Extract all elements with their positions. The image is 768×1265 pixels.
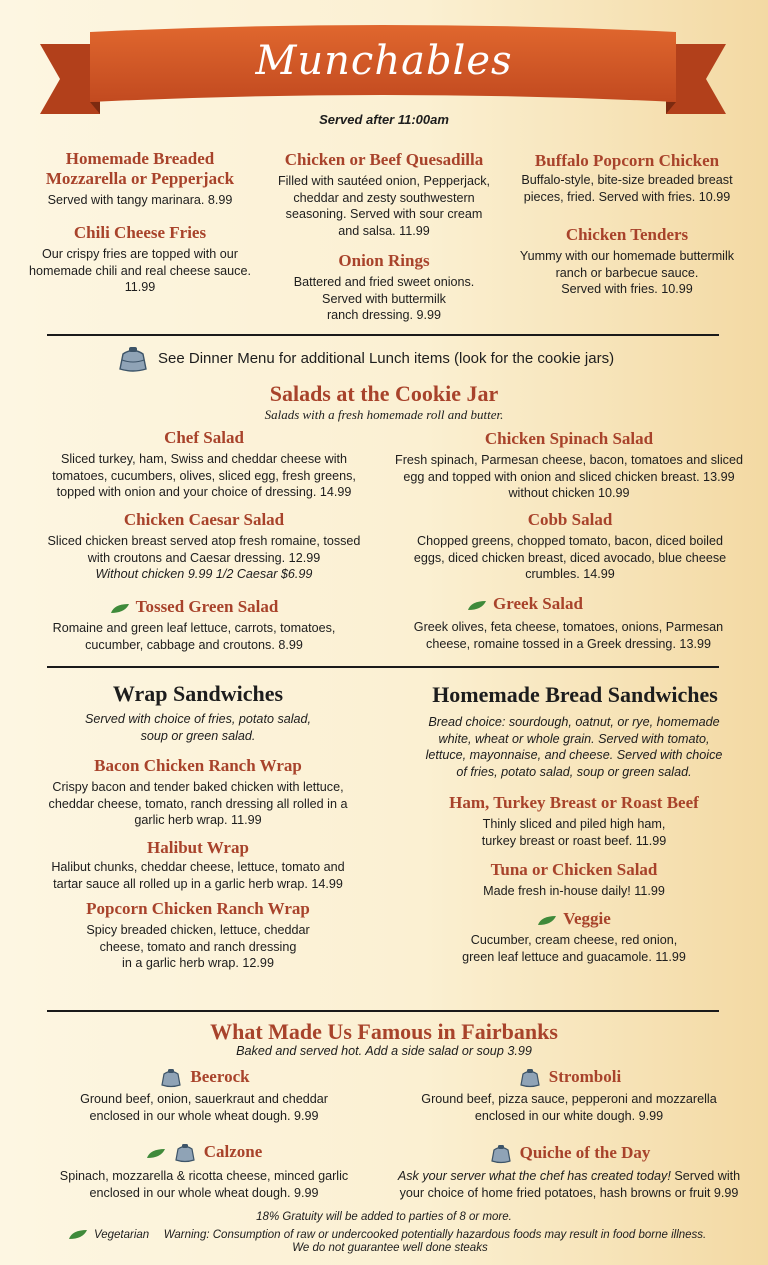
item-beerock: [24, 1067, 384, 1124]
vegetarian-leaf-icon: [68, 1229, 88, 1240]
item-bacon-wrap: [18, 756, 378, 829]
item-title: Popcorn Chicken Ranch Wrap: [86, 899, 310, 918]
cookie-jar-icon: [114, 345, 152, 373]
item-desc: Greek olives, feta cheese, tomatoes, onions, Parmesan: [413, 620, 724, 634]
item-tenders: [505, 225, 749, 298]
vegetarian-label: Vegetarian: [94, 1229, 150, 1241]
item-desc: eggs, diced chicken breast, diced avocado, blue cheese: [413, 550, 727, 565]
item-title: Chili Cheese Fries: [73, 223, 207, 242]
item-desc: Ground beef, onion, sauerkraut and cheddar: [80, 1092, 328, 1107]
item-tuna-sandwich: [394, 860, 754, 900]
banner-title: Munchables: [255, 38, 513, 84]
cookie-jar-icon: [158, 1068, 184, 1088]
wraps-heading: Wrap Sandwiches: [112, 681, 284, 706]
vegetarian-leaf-icon: [467, 600, 487, 611]
item-desc: Romaine and green leaf lettuce, carrots, tomatoes,: [52, 621, 336, 635]
salads-heading: Salads at the Cookie Jar: [269, 381, 499, 406]
item-title-row: [394, 909, 754, 929]
subtitle-line: of fries, potato salad, soup or green salad.: [456, 764, 692, 779]
subtitle-line: lettuce, mayonnaise, and cheese. Served with choice: [425, 748, 723, 762]
dinner-note: [114, 344, 714, 374]
item-desc: pieces, fried. Served with fries. 10.99: [523, 189, 731, 204]
item-title: Stromboli: [548, 1067, 622, 1086]
item-title: Ham, Turkey Breast or Roast Beef: [449, 793, 699, 812]
item-title: Mozzarella or Pepperjack: [45, 169, 235, 188]
served-after: Served after 11:00am: [319, 112, 449, 127]
item-veggie-sandwich: [394, 909, 754, 965]
item-halibut-wrap: [18, 838, 378, 892]
item-desc: Cucumber, cream cheese, red onion,: [470, 933, 678, 947]
item-title: Bacon Chicken Ranch Wrap: [94, 756, 302, 775]
item-title: Onion Rings: [338, 251, 430, 270]
vegetarian-leaf-icon: [110, 603, 130, 614]
item-desc: garlic herb wrap. 11.99: [134, 813, 262, 827]
warning-line: Warning: Consumption of raw or undercooked potentially hazardous foods may result in food borne illness.: [163, 1229, 707, 1241]
item-chili-fries: [14, 223, 266, 296]
vegetarian-leaf-icon: [537, 915, 557, 926]
cookie-jar-icon: [517, 1068, 543, 1088]
wraps-subtitle: [48, 711, 348, 744]
item-title: Tossed Green Salad: [135, 597, 279, 616]
item-desc: Without chicken 9.99 1/2 Caesar $6.99: [95, 567, 313, 581]
item-title: Greek Salad: [493, 594, 583, 613]
item-desc: 11.99: [124, 280, 156, 294]
item-desc: with croutons and Caesar dressing. 12.99: [87, 550, 321, 565]
item-desc: and salsa. 11.99: [338, 223, 430, 238]
item-title: Quiche of the Day: [519, 1143, 651, 1162]
item-desc: Crispy bacon and tender baked chicken with lettuce,: [52, 780, 344, 794]
cookie-jar-icon: [172, 1143, 198, 1163]
item-desc: Our crispy fries are topped with our: [42, 247, 238, 261]
item-desc: your choice of home fried potatoes, hash browns or fruit 9.99: [399, 1185, 739, 1200]
item-desc: homemade chili and real cheese sauce.: [29, 263, 251, 278]
item-tossed-salad: [14, 597, 374, 653]
item-spinach-salad: [384, 429, 754, 502]
item-onion-rings: [262, 251, 506, 324]
item-title: Chicken or Beef Quesadilla: [284, 150, 484, 169]
bread-subtitle: [394, 714, 754, 780]
item-desc: turkey breast or roast beef. 11.99: [481, 833, 667, 848]
vegetarian-leaf-icon: [146, 1148, 166, 1159]
item-desc: Made fresh in-house daily! 11.99: [483, 884, 665, 898]
item-title-row: [400, 594, 650, 614]
famous-heading: What Made Us Famous in Fairbanks: [210, 1019, 558, 1044]
divider: [47, 334, 719, 336]
item-desc: Fresh spinach, Parmesan cheese, bacon, tomatoes and sliced: [395, 453, 743, 467]
subtitle-line: soup or green salad.: [140, 728, 256, 743]
item-desc: cheddar cheese, tomato, ranch dressing all rolled in a: [48, 796, 348, 811]
item-popcorn-chicken: [505, 151, 749, 205]
item-title-row: [24, 1142, 384, 1163]
item-desc: Served with tangy marinara. 8.99: [47, 193, 233, 207]
item-desc: green leaf lettuce and guacamole. 11.99: [462, 949, 686, 964]
item-title: Tuna or Chicken Salad: [490, 860, 658, 879]
item-desc: enclosed in our whole wheat dough. 9.99: [89, 1185, 319, 1200]
item-mozzarella: [24, 149, 256, 209]
item-desc: Halibut chunks, cheddar cheese, lettuce, tomato and: [51, 860, 345, 874]
item-title: Chicken Caesar Salad: [123, 510, 285, 529]
item-desc: cheese, romaine tossed in a Greek dressing. 13.99: [426, 636, 711, 651]
item-desc: Served with: [670, 1169, 741, 1184]
item-quesadilla: [262, 150, 506, 239]
item-greek-salad: [400, 594, 768, 652]
divider: [47, 1010, 719, 1012]
item-desc: Sliced chicken breast served atop fresh romaine, tossed: [47, 534, 361, 548]
item-desc: tartar sauce all rolled up in a garlic herb wrap. 14.99: [53, 876, 343, 891]
item-ham-sandwich: [394, 793, 754, 849]
item-desc: crumbles. 14.99: [525, 567, 615, 581]
item-title: Cobb Salad: [527, 510, 613, 529]
item-desc: ranch or barbecue sauce.: [555, 265, 699, 280]
item-desc: Spicy breaded chicken, lettuce, cheddar: [86, 923, 310, 937]
item-desc: Yummy with our homemade buttermilk: [519, 249, 735, 263]
item-title: Chicken Spinach Salad: [484, 429, 654, 448]
item-title-row: [380, 1143, 758, 1164]
item-desc: Ask your server what the chef has created today!: [397, 1169, 671, 1184]
item-popcorn-wrap: [18, 899, 378, 972]
item-title: Chicken Tenders: [565, 225, 689, 244]
divider: [47, 666, 719, 668]
cookie-jar-icon: [488, 1144, 514, 1164]
item-desc: cucumber, cabbage and croutons. 8.99: [85, 637, 303, 652]
item-title-row: [384, 1067, 754, 1088]
item-title-row: [24, 1067, 384, 1088]
item-desc: Filled with sautéed onion, Pepperjack,: [277, 174, 491, 188]
bread-heading: Homemade Bread Sandwiches: [432, 682, 718, 707]
subtitle-line: Bread choice: sourdough, oatnut, or rye, homemade: [428, 715, 720, 729]
item-desc: Served with fries. 10.99: [561, 282, 693, 296]
item-title: Buffalo Popcorn Chicken: [534, 151, 720, 170]
item-desc: Sliced turkey, ham, Swiss and cheddar cheese with: [60, 452, 348, 466]
item-stromboli: [384, 1067, 754, 1124]
item-desc: enclosed in our white dough. 9.99: [474, 1108, 664, 1123]
item-title: Beerock: [190, 1067, 250, 1086]
subtitle-line: white, wheat or whole grain. Served with tomato,: [438, 731, 710, 746]
warning-note: [160, 1229, 710, 1255]
steak-line: We do not guarantee well done steaks: [292, 1242, 488, 1254]
item-desc: enclosed in our whole wheat dough. 9.99: [89, 1108, 319, 1123]
vegetarian-legend: [68, 1228, 149, 1242]
gratuity-note: 18% Gratuity will be added to parties of 8 or more.: [256, 1211, 512, 1223]
item-cobb-salad: [390, 510, 750, 583]
item-desc: ranch dressing. 9.99: [326, 308, 442, 322]
item-desc: Spinach, mozzarella & ricotta cheese, minced garlic: [59, 1169, 349, 1184]
item-desc: Chopped greens, chopped tomato, bacon, diced boiled: [417, 534, 723, 548]
item-desc: Served with buttermilk: [322, 291, 446, 306]
item-desc: cheese, tomato and ranch dressing: [99, 939, 297, 954]
item-desc: tomatoes, cucumbers, olives, sliced egg, fresh greens,: [52, 468, 356, 483]
item-desc: seasoning. Served with sour cream: [285, 207, 483, 221]
subtitle-line: Served with choice of fries, potato salad,: [84, 712, 312, 726]
item-title: Halibut Wrap: [147, 838, 249, 857]
item-desc: Ground beef, pizza sauce, pepperoni and mozzarella: [421, 1092, 717, 1107]
item-title-row: [14, 597, 374, 617]
item-desc: topped with onion and your choice of dressing. 14.99: [56, 485, 352, 499]
item-desc: egg and topped with onion and sliced chicken breast. 13.99: [403, 469, 735, 484]
famous-subtitle: Baked and served hot. Add a side salad or soup 3.99: [236, 1044, 532, 1058]
item-quiche: [380, 1143, 758, 1201]
item-desc: Battered and fried sweet onions.: [293, 275, 475, 289]
item-title: Chef Salad: [164, 428, 244, 447]
item-desc: Buffalo-style, bite-size breaded breast: [521, 173, 733, 187]
item-desc: without chicken 10.99: [508, 486, 630, 500]
item-title: Homemade Breaded: [65, 149, 215, 168]
item-calzone: [24, 1142, 384, 1201]
item-title: Veggie: [563, 909, 611, 928]
item-desc-row: [380, 1168, 758, 1185]
item-desc: cheddar and zesty southwestern: [293, 190, 475, 205]
item-caesar-salad: [24, 510, 384, 583]
item-desc: in a garlic herb wrap. 12.99: [122, 956, 274, 970]
item-title: Calzone: [203, 1142, 263, 1161]
salads-subtitle: Salads with a fresh homemade roll and butter.: [264, 407, 504, 422]
item-desc: Thinly sliced and piled high ham,: [482, 817, 666, 831]
dinner-note-text: See Dinner Menu for additional Lunch items (look for the cookie jars): [158, 350, 615, 367]
item-chef-salad: [24, 428, 384, 501]
